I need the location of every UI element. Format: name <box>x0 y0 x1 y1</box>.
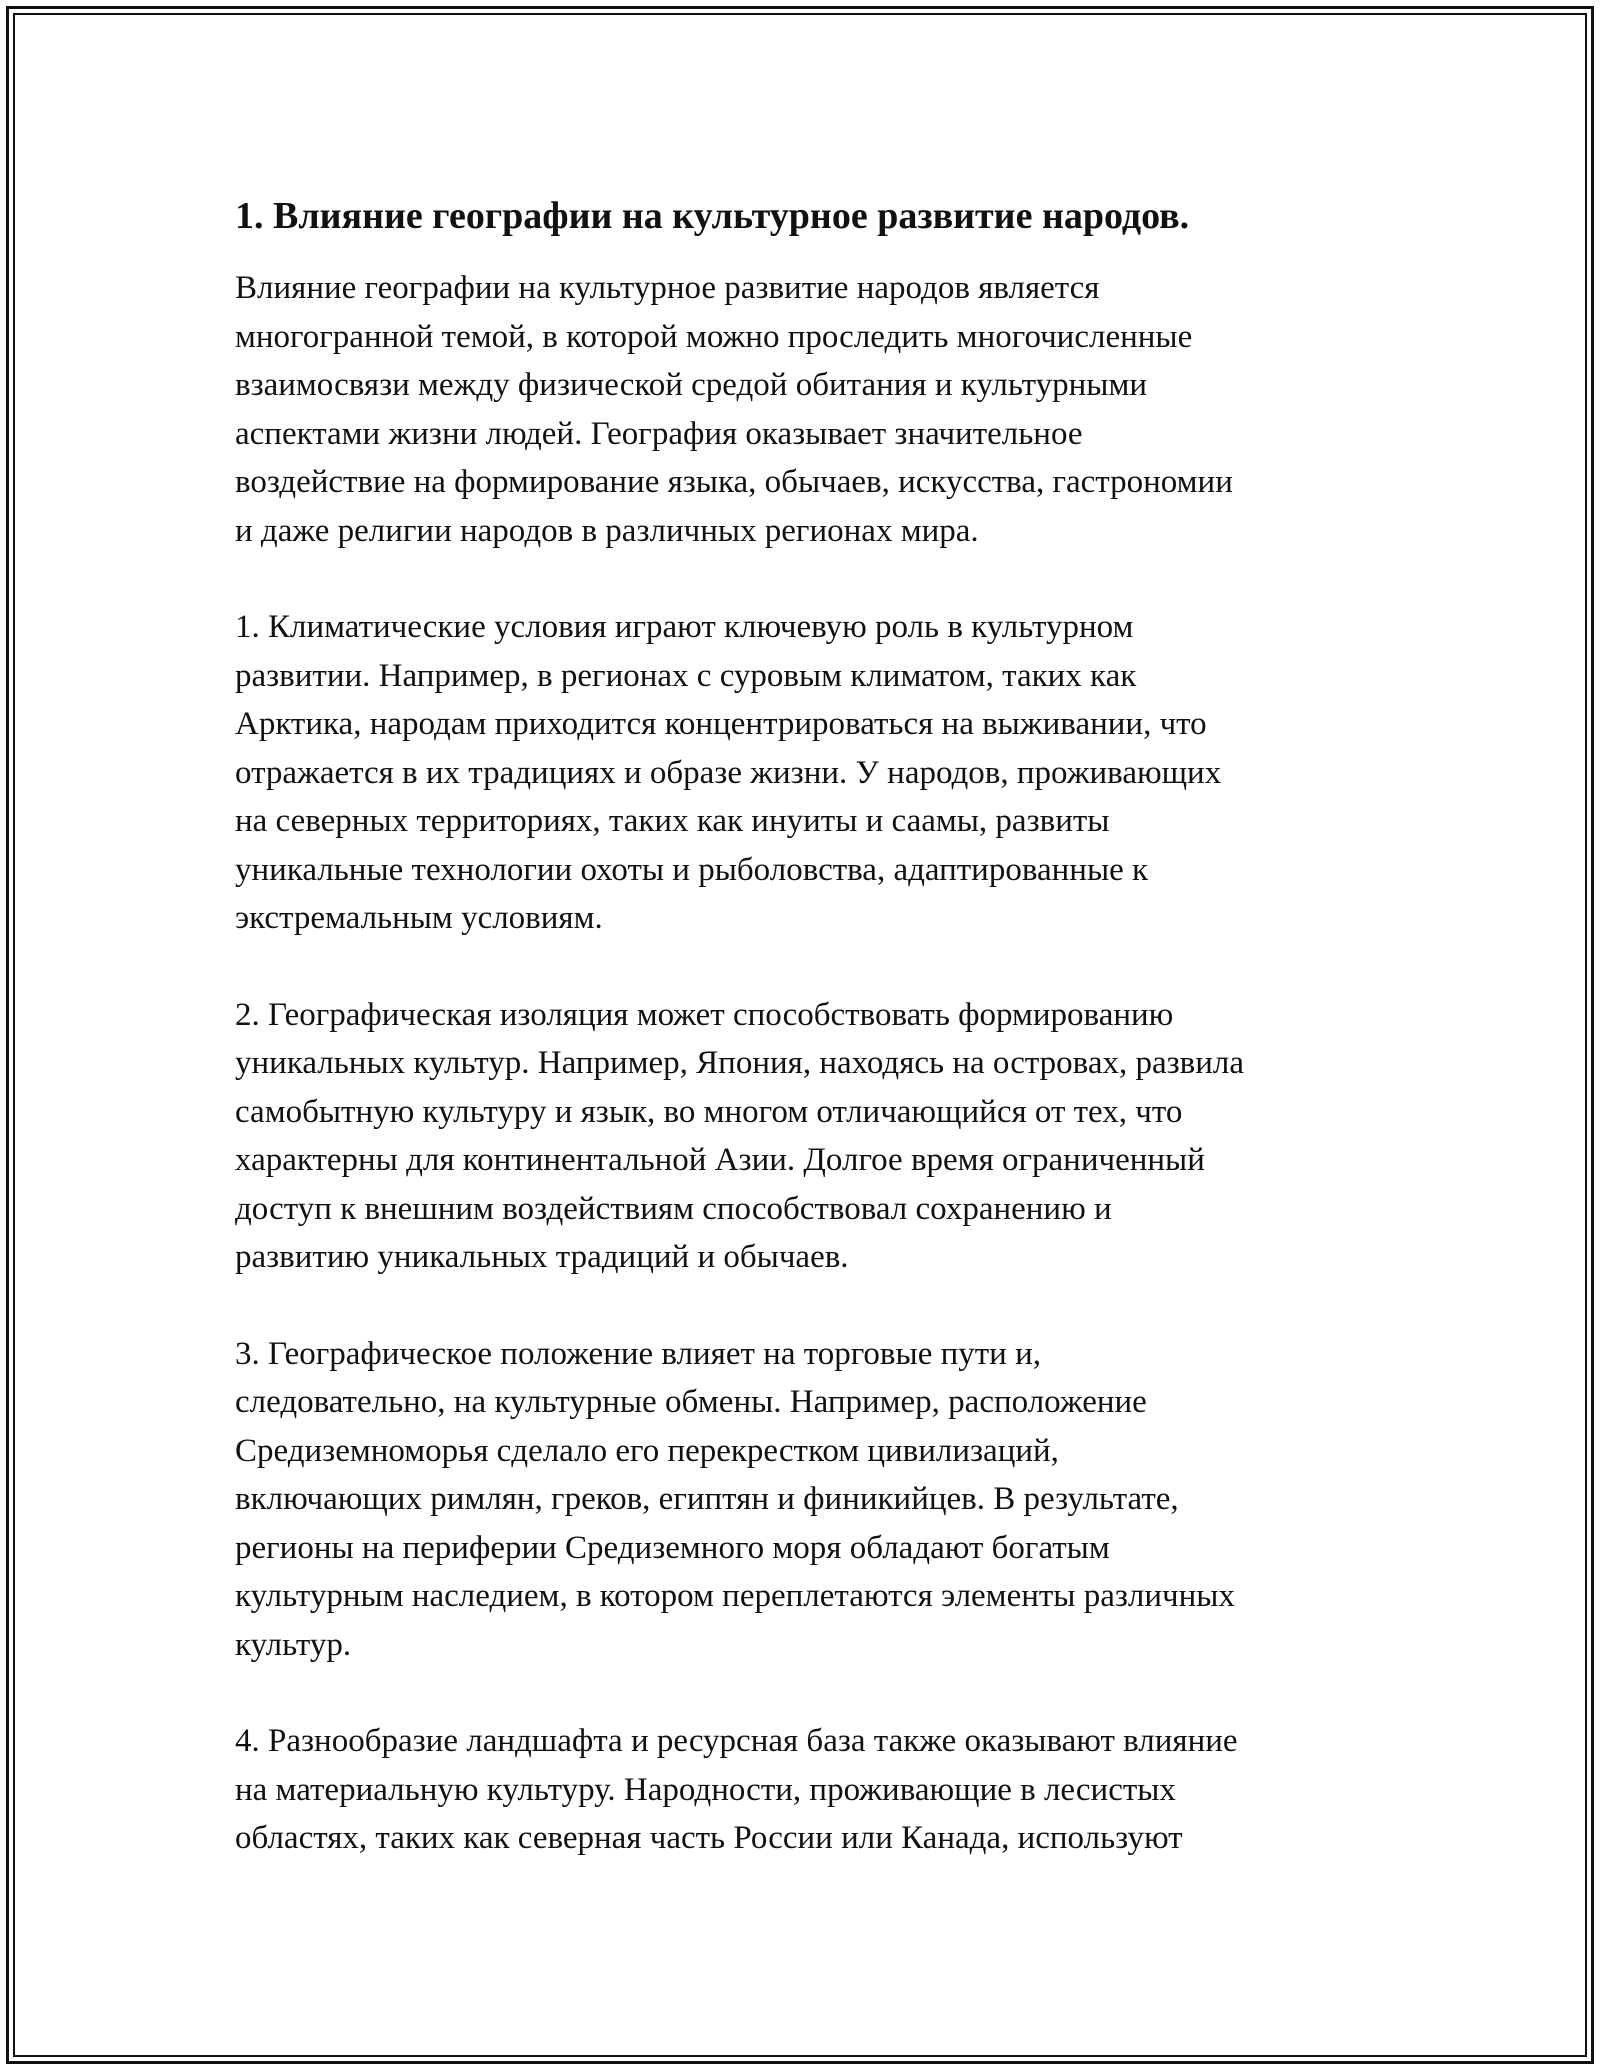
text-line: культур. <box>235 1626 352 1663</box>
text-line: и даже религии народов в различных регионах мира. <box>235 512 979 549</box>
text-line: многогранной темой, в которой можно проследить многочисленные <box>235 318 1193 355</box>
text-line: 1. Климатические условия играют ключевую роль в культурном <box>235 609 1134 645</box>
document-heading: 1. Влияние географии на культурное развитие народов. <box>235 195 1190 237</box>
text-line: включающих римлян, греков, египтян и финикийцев. В результате, <box>235 1481 1179 1517</box>
paragraph-location <box>235 1330 1375 1670</box>
text-line: следовательно, на культурные обмены. Например, расположение <box>235 1384 1147 1420</box>
text-line: на материальную культуру. Народности, проживающие в лесистых <box>235 1771 1176 1808</box>
text-line: аспектами жизни людей. География оказывает значительное <box>235 415 1083 452</box>
text-line: экстремальным условиям. <box>235 900 603 936</box>
paragraph-isolation <box>235 991 1375 1282</box>
text-line: самобытную культуру и язык, во многом отличающийся от тех, что <box>235 1093 1183 1130</box>
text-line: Влияние географии на культурное развитие народов является <box>235 270 1100 306</box>
text-line: развитии. Например, в регионах с суровым климатом, таких как <box>235 657 1137 694</box>
text-line: на северных территориях, таких как инуиты и саамы, развиты <box>235 803 1110 839</box>
text-line: Средиземноморья сделало его перекрестком цивилизаций, <box>235 1432 1059 1469</box>
text-line: Арктика, народам приходится концентрироваться на выживании, что <box>235 706 1207 742</box>
text-line: 2. Географическая изоляция может способствовать формированию <box>235 996 1174 1033</box>
text-line: регионы на периферии Средиземного моря обладают богатым <box>235 1529 1110 1566</box>
paragraph-climate <box>235 603 1375 943</box>
text-line: развитию уникальных традиций и обычаев. <box>235 1239 849 1275</box>
text-line: 4. Разнообразие ландшафта и ресурсная база также оказывают влияние <box>235 1723 1238 1759</box>
paragraph-intro <box>235 264 1375 555</box>
text-line: взаимосвязи между физической средой обитания и культурными <box>235 367 1148 403</box>
text-line: областях, таких как северная часть России или Канада, используют <box>235 1820 1183 1856</box>
text-line: культурным наследием, в котором переплетаются элементы различных <box>235 1578 1235 1614</box>
text-line: характерны для континентальной Азии. Долгое время ограниченный <box>235 1142 1205 1178</box>
text-line: уникальные технологии охоты и рыболовства, адаптированные к <box>235 851 1149 888</box>
text-line: уникальных культур. Например, Япония, находясь на островах, развила <box>235 1045 1245 1081</box>
document-body <box>235 190 1375 1911</box>
text-line: 3. Географическое положение влияет на торговые пути и, <box>235 1335 1041 1372</box>
text-line: отражается в их традициях и образе жизни. У народов, проживающих <box>235 754 1222 791</box>
text-line: воздействие на формирование языка, обычаев, искусства, гастрономии <box>235 464 1233 500</box>
paragraph-landscape <box>235 1717 1375 1863</box>
text-line: доступ к внешним воздействиям способствовал сохранению и <box>235 1190 1112 1227</box>
